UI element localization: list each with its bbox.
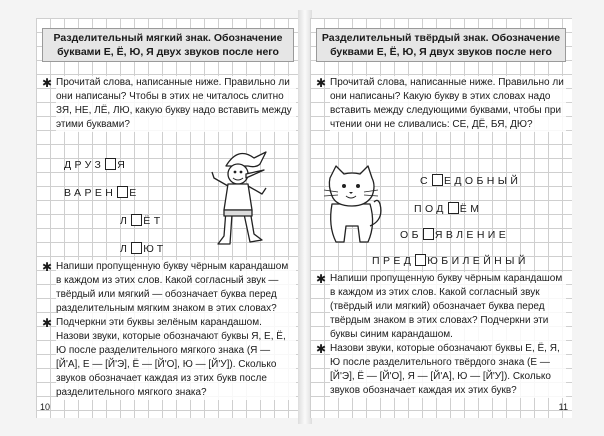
task-star-icon: ✱	[42, 260, 53, 274]
left-word-2	[64, 186, 140, 200]
letter-blank-box	[423, 228, 434, 240]
right-word-1	[420, 174, 521, 188]
letter-blank-box	[105, 158, 116, 170]
right-word-1-after: ЕДОБНЫЙ	[443, 175, 522, 187]
right-task3-text: Назови звуки, которые обозначают буквы Е, Ё, Я, Ю после разделительного твёрдого знака (Е — [Й'Э], Ё — [Й'О], Я — [Й'А], Ю — [Й'У]). Сколько звуков обозначает каждая их этих букв?	[330, 342, 566, 398]
left-title-line1: Разделительный мягкий знак. Обозначение	[53, 32, 283, 44]
letter-blank-box	[432, 174, 443, 186]
left-word-4-after: ЮТ	[143, 243, 167, 255]
right-task2-text: Напиши пропущенную букву чёрным карандашом в каждом из этих слов. Какой согласный звук (твёрдый или мягкий) обозначает буква перед твёрдым знаком в этих словах? Подчеркни эти буквы синим карандашом.	[330, 272, 566, 342]
right-word-3	[400, 228, 509, 242]
left-page-title	[42, 28, 294, 62]
right-word-4-after: ЮБИЛЕЙНЫЙ	[427, 255, 529, 267]
left-word-4	[120, 242, 167, 256]
left-task3-text: Подчеркни эти буквы зелёным карандашом. Назови звуки, которые обозначают буквы Я, Е, Ё, Ю после разделительного мягкого знака (Я — [Й'А], Е — [Й'Э], Ё — [Й'О], Ю — [Й'У]). Сколько звуков обозначает каждая из этих букв после разделительного мягкого знака?	[56, 316, 296, 400]
right-word-3-after: ЯВЛЕНИЕ	[434, 229, 510, 241]
left-word-3-before: Л	[120, 215, 131, 227]
left-word-2-after: Е	[129, 187, 140, 199]
left-word-3-after: ЁТ	[143, 215, 164, 227]
pinocchio-illustration	[208, 148, 274, 252]
left-page	[36, 18, 300, 418]
left-word-1-after: Я	[117, 159, 129, 171]
letter-blank-box	[131, 214, 142, 226]
left-word-1	[64, 158, 128, 172]
right-page-title	[316, 28, 566, 62]
right-word-3-before: ОБ	[400, 229, 422, 241]
task-star-icon: ✱	[42, 316, 53, 330]
right-page-number: 11	[558, 402, 568, 412]
right-task1-text: Прочитай слова, написанные ниже. Правильно ли они написаны? Какую букву в этих словах надо вставить между следующими буквами, чтобы при чтении они не сливались: СЕ, ДЁ, БЯ, ДЮ?	[330, 76, 566, 132]
letter-blank-box	[415, 254, 426, 266]
letter-blank-box	[117, 186, 128, 198]
left-title-line2: буквами Е, Ё, Ю, Я двух звуков после него	[57, 46, 279, 58]
right-title-line2: буквами Е, Ё, Ю, Я двух звуков после него	[330, 46, 552, 58]
right-word-2-before: ПОД	[414, 203, 447, 215]
right-title-line1: Разделительный твёрдый знак. Обозначение	[321, 32, 561, 44]
right-word-1-before: С	[420, 175, 431, 187]
right-word-2-after: ЁМ	[459, 203, 483, 215]
letter-blank-box	[448, 202, 459, 214]
task-star-icon: ✱	[316, 342, 327, 356]
left-task1-text: Прочитай слова, написанные ниже. Правильно ли они написаны? Чтобы в этих не читалось слитно ЗЯ, НЕ, ЛЁ, ЛЮ, какую букву надо вставить между этими буквами?	[56, 76, 296, 132]
left-word-1-before: ДРУЗ	[64, 159, 105, 171]
left-task2-text: Напиши пропущенную букву чёрным карандашом в каждом из этих слов. Какой согласный звук — твёрдый или мягкий — обозначает буква перед разделительным мягким знаком в этих словах?	[56, 260, 296, 316]
cat-illustration	[322, 164, 386, 248]
task-star-icon: ✱	[316, 76, 327, 90]
right-word-2	[414, 202, 482, 216]
right-page	[310, 18, 572, 418]
left-word-4-before: Л	[120, 243, 131, 255]
task-star-icon: ✱	[316, 272, 327, 286]
left-word-2-before: ВАРЕН	[64, 187, 117, 199]
left-page-number: 10	[40, 402, 51, 412]
letter-blank-box	[131, 242, 142, 254]
task-star-icon: ✱	[42, 76, 53, 90]
left-word-3	[120, 214, 164, 228]
right-word-4-before: ПРЕД	[372, 255, 415, 267]
right-word-4	[372, 254, 529, 268]
